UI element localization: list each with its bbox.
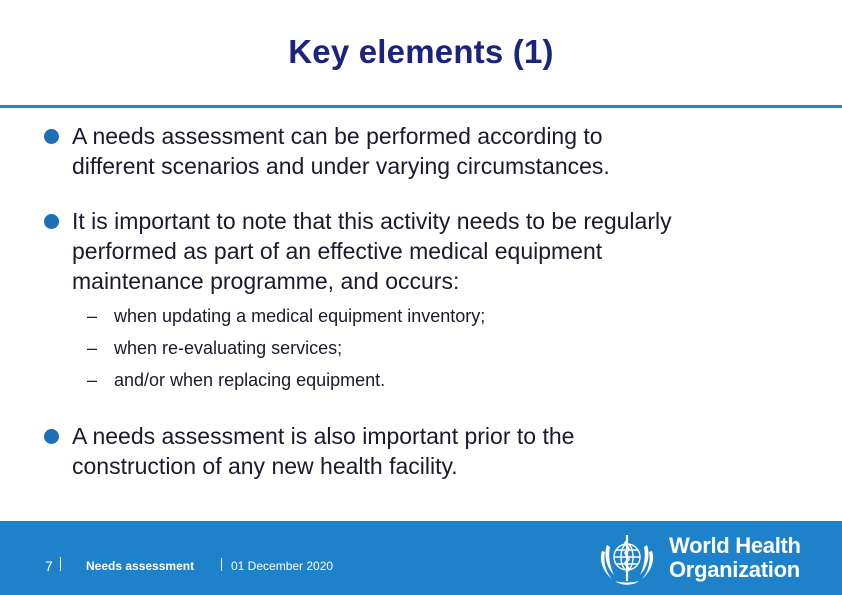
logo-line: World Health bbox=[669, 533, 801, 558]
footer-separator bbox=[60, 557, 61, 571]
bullet-dot-icon bbox=[44, 429, 59, 444]
bullet-line: A needs assessment is also important prior to the bbox=[72, 423, 575, 449]
bullet-line: performed as part of an effective medical equipment bbox=[72, 238, 603, 264]
sub-item-2 bbox=[87, 332, 342, 364]
bullet-dot-icon bbox=[44, 129, 59, 144]
dash-marker: – bbox=[87, 338, 98, 358]
sub-item-text: when re-evaluating services; bbox=[114, 338, 343, 358]
title-divider bbox=[0, 105, 842, 108]
sub-item-1 bbox=[87, 300, 485, 332]
who-logotype bbox=[669, 534, 801, 582]
sub-item-3 bbox=[87, 364, 385, 396]
bullet-line: construction of any new health facility. bbox=[72, 453, 458, 479]
bullet-item-3 bbox=[44, 421, 824, 481]
sub-item-text: when updating a medical equipment inventory; bbox=[114, 306, 486, 326]
sub-item-text: and/or when replacing equipment. bbox=[114, 370, 386, 390]
dash-marker: – bbox=[87, 306, 98, 326]
bullet-line: maintenance programme, and occurs: bbox=[72, 268, 460, 294]
footer-separator bbox=[221, 558, 222, 571]
slide-title: Key elements (1) bbox=[288, 33, 554, 70]
bullet-item-2 bbox=[44, 206, 824, 296]
page-number: 7 bbox=[45, 558, 53, 574]
bullet-text bbox=[72, 206, 824, 296]
bullet-text bbox=[72, 121, 824, 181]
who-emblem-icon bbox=[593, 525, 661, 593]
dash-marker: – bbox=[87, 370, 98, 390]
logo-line: Organization bbox=[669, 557, 800, 582]
bullet-item-1 bbox=[44, 121, 824, 181]
footer-topic: Needs assessment bbox=[86, 559, 195, 573]
bullet-dot-icon bbox=[44, 214, 59, 229]
bullet-line: different scenarios and under varying circumstances. bbox=[72, 153, 610, 179]
bullet-line: It is important to note that this activity needs to be regularly bbox=[72, 208, 672, 234]
footer-bar bbox=[0, 521, 842, 595]
footer-date: 01 December 2020 bbox=[231, 559, 334, 573]
bullet-line: A needs assessment can be performed according to bbox=[72, 123, 603, 149]
bullet-text bbox=[72, 421, 824, 481]
